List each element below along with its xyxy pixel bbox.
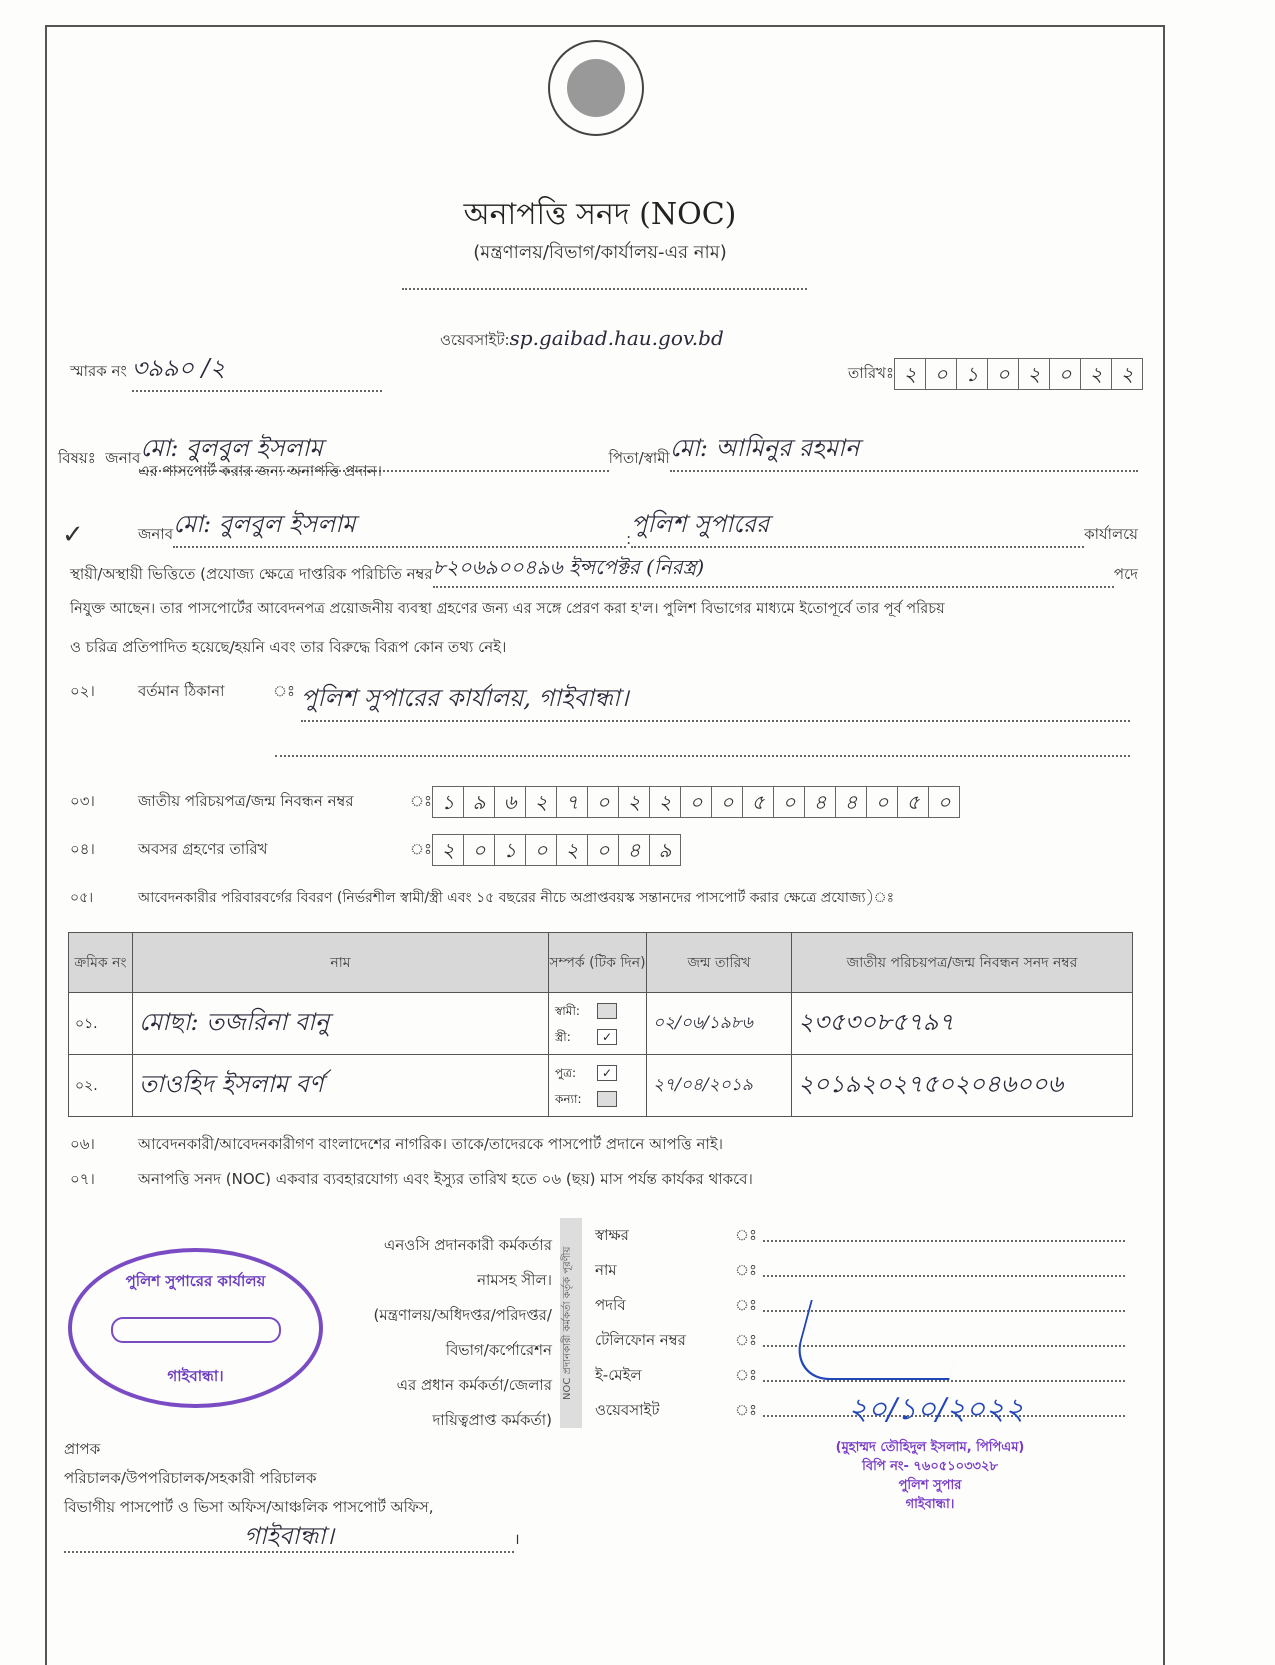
recipient-place-row: গাইবান্ধা। । — [64, 1522, 520, 1554]
col-name: নাম — [133, 933, 549, 993]
field-label: টেলিফোন নম্বর — [595, 1331, 686, 1349]
nid-digit: ২ — [649, 786, 681, 818]
nid-digit: ৭ — [556, 786, 588, 818]
subject-label: বিষয়ঃ — [58, 449, 96, 467]
nid-digit: ৬ — [494, 786, 526, 818]
stamp-top-text: পুলিশ সুপারের কার্যালয় — [125, 1272, 266, 1290]
nid-label: জাতীয় পরিচয়পত্র/জন্ম নিবন্ধন নম্বর — [138, 791, 354, 810]
col-dob: জন্ম তারিখ — [647, 933, 792, 993]
field-label: ই-মেইল — [595, 1366, 642, 1384]
applicant-name: মো: বুলবুল ইসলাম — [140, 430, 608, 472]
relation-label: কন্যা: — [555, 1091, 582, 1106]
id-row — [70, 553, 1138, 588]
serial: ০২. — [69, 1055, 133, 1117]
relation-label: পুত্র: — [555, 1065, 577, 1080]
retirement-digit: ০ — [587, 834, 619, 866]
date-digit: ২ — [894, 358, 926, 390]
item-validity — [70, 1168, 753, 1193]
date-digit: ২ — [1018, 358, 1050, 390]
member-name: মোছা: তজরিনা বানু — [133, 993, 549, 1055]
signature — [789, 1300, 970, 1380]
memo-label: স্মারক নং — [70, 362, 127, 380]
retirement-digit: ৪ — [618, 834, 650, 866]
member-nid: ২৩৫৩০৮৫৭৯৭ — [792, 993, 1133, 1055]
ministry-line — [402, 288, 807, 290]
field-colon: ঃ — [735, 1366, 758, 1384]
officer-desc-line: বিভাগ/কর্পোরেশন — [445, 1341, 552, 1359]
field-line — [763, 1218, 1125, 1242]
nid-digit: ১ — [432, 786, 464, 818]
signatory-line: (মুহাম্মদ তৌহিদুল ইসলাম, পিপিএম) — [835, 1440, 1025, 1455]
validity-text: অনাপত্তি সনদ (NOC) একবার ব্যবহারযোগ্য এবং ইস্যুর তারিখ হতে ০৬ (ছয়) মাস পর্যন্ত কার্যকর থাকবে। — [138, 1170, 753, 1188]
member-nid: ২০১৯২০২৭৫০২০৪৬০০৬ — [792, 1055, 1133, 1117]
officer-desc-line: এনওসি প্রদানকারী কর্মকর্তার — [383, 1236, 552, 1254]
relation-label: স্বামী: — [555, 1003, 580, 1018]
date-boxes — [894, 358, 1142, 390]
family-table — [68, 932, 1133, 1117]
relation-label: স্ত্রী: — [555, 1029, 571, 1044]
government-seal — [548, 40, 644, 136]
officer-description — [330, 1228, 552, 1438]
field-label: পদবি — [595, 1296, 626, 1314]
vertical-label: NOC প্রদানকারী কর্মকর্তা কর্তৃক পূরণীয় — [560, 1218, 582, 1428]
field-line — [763, 1253, 1125, 1277]
item-num: ০৪। — [70, 839, 95, 858]
member-dob: ০২/০৬/১৯৮৬ — [647, 993, 792, 1055]
item-num: ০৬। — [70, 1135, 95, 1153]
paragraph-line1: নিযুক্ত আছেন। তার পাসপোর্টের আবেদনপত্র প্রয়োজনীয় ব্যবস্থা গ্রহণের জন্য এর সঙ্গে প্রেরণ করা হ'ল। পুলিশ বিভাগের মাধ্যমে ইতোপূর্বে তার পূর্ব পরিচয় — [70, 601, 945, 617]
date-row — [848, 358, 1142, 390]
table-row — [69, 993, 1133, 1055]
field-colon: ঃ — [735, 1261, 758, 1279]
address-line-2 — [275, 755, 1130, 757]
id-prefix: স্থায়ী/অস্থায়ী ভিত্তিতে (প্রযোজ্য ক্ষেত্রে দাপ্তরিক পরিচিতি নম্বর — [70, 565, 433, 583]
item-family — [70, 886, 894, 910]
field-colon: ঃ — [735, 1401, 758, 1419]
memo-value: ৩৯৯০ /২ — [132, 350, 382, 392]
col-serial: ক্রমিক নং — [69, 933, 133, 993]
office-suffix: কার্যালয়ে — [1084, 525, 1139, 543]
relation-cell — [549, 993, 647, 1055]
field-colon: ঃ — [735, 1226, 758, 1244]
nid-digit: ৫ — [897, 786, 929, 818]
field-label: স্বাক্ষর — [595, 1226, 629, 1244]
nid-digit: ৪ — [804, 786, 836, 818]
table-row — [69, 1055, 1133, 1117]
subtitle: (মন্ত্রণালয়/বিভাগ/কার্যালয়-এর নাম) — [473, 242, 727, 263]
date-label: তারিখঃ — [848, 363, 894, 382]
page-title: অনাপত্তি সনদ (NOC) — [463, 197, 737, 232]
recipient-line1: পরিচালক/উপপরিচালক/সহকারী পরিচালক — [64, 1469, 317, 1487]
nid-digit: ২ — [618, 786, 650, 818]
serial: ০১. — [69, 993, 133, 1055]
officer-desc-line: দায়িত্বপ্রাপ্ত কর্মকর্তা) — [432, 1411, 552, 1429]
officer-field — [595, 1218, 1125, 1253]
signatory-stamp — [800, 1438, 1060, 1514]
signatory-line: গাইবান্ধা। — [905, 1497, 955, 1512]
retirement-digit: ২ — [556, 834, 588, 866]
date-digit: ০ — [925, 358, 957, 390]
item-address: ০২। বর্তমান ঠিকানা ঃ পুলিশ সুপারের কার্যালয়, গাইবান্ধা। — [70, 680, 1130, 722]
address-label: বর্তমান ঠিকানা — [138, 682, 225, 700]
citizen-text: আবেদনকারী/আবেদনকারীগণ বাংলাদেশের নাগরিক। তাকে/তাদেরকে পাসপোর্ট প্রদানে আপত্তি নাই। — [138, 1135, 724, 1153]
date-digit: ১ — [956, 358, 988, 390]
memo-row — [70, 350, 400, 392]
retirement-digit: ২ — [432, 834, 464, 866]
nid-digit: ৫ — [742, 786, 774, 818]
item-num: ০৩। — [70, 791, 95, 810]
paragraph-line2: ও চরিত্র প্রতিপাদিত হয়েছে/হয়নি এবং তার বিরুদ্ধে বিরূপ কোন তথ্য নেই। — [70, 638, 507, 656]
signatory-line: পুলিশ সুপার — [898, 1478, 962, 1493]
date-digit: ০ — [987, 358, 1019, 390]
subject-line2: এর পাসপোর্ট করার জন্য অনাপত্তি প্রদান। — [138, 462, 382, 480]
item-num: ০৭। — [70, 1170, 95, 1188]
relation-cell — [549, 1055, 647, 1117]
member-dob: ২৭/০৪/২০১৯ — [647, 1055, 792, 1117]
field-colon: ঃ — [735, 1331, 758, 1349]
nid-digit: ০ — [866, 786, 898, 818]
retirement-digit: ৯ — [649, 834, 681, 866]
recipient-line2: বিভাগীয় পাসপোর্ট ও ভিসা অফিস/আঞ্চলিক পাসপোর্ট অফিস, — [64, 1498, 434, 1516]
office-stamp — [68, 1248, 323, 1408]
stamp-center-band — [111, 1317, 281, 1343]
retirement-digit: ১ — [494, 834, 526, 866]
office-name: পুলিশ সুপারের — [631, 506, 1084, 548]
date-digit: ২ — [1111, 358, 1143, 390]
item-nid: ০৩। জাতীয় পরিচয়পত্র/জন্ম নিবন্ধন নম্বর ঃ ১ ৯ ৬ ২ ৭ ০ ২ ২ ০ ০ ৫ ০ ৪ ৪ ০ ৫ ০ — [70, 786, 959, 818]
member-name: তাওহিদ ইসলাম বর্ণ — [133, 1055, 549, 1117]
nid-digit: ০ — [587, 786, 619, 818]
checkbox[interactable]: ✓ — [597, 1065, 617, 1081]
retirement-label: অবসর গ্রহণের তারিখ — [138, 839, 268, 858]
post-suffix: পদে — [1113, 565, 1138, 583]
retirement-boxes — [432, 834, 680, 866]
checkbox[interactable] — [597, 1003, 617, 1019]
recipient-block — [64, 1435, 520, 1554]
nid-digit: ৪ — [835, 786, 867, 818]
nid-digit: ২ — [525, 786, 557, 818]
nid-digit: ০ — [928, 786, 960, 818]
item-num: ০২। — [70, 682, 95, 700]
nid-digit: ০ — [711, 786, 743, 818]
website-label: ওয়েবসাইট: — [440, 331, 510, 349]
retirement-digit: ০ — [463, 834, 495, 866]
checkmark-icon: ✓ — [62, 520, 84, 550]
signatory-line: বিপি নং- ৭৬০৫১০৩৩২৮ — [862, 1459, 998, 1474]
field-label: নাম — [595, 1261, 617, 1279]
field-label: ওয়েবসাইট — [595, 1401, 660, 1419]
col-nid: জাতীয় পরিচয়পত্র/জন্ম নিবন্ধন সনদ নম্বর — [792, 933, 1133, 993]
father-name: মো: আমিনুর রহমান — [670, 430, 1138, 472]
family-label: আবেদনকারীর পরিবারবর্গের বিবরণ (নির্ভরশীল স্বামী/স্ত্রী এবং ১৫ বছরের নীচে অপ্রাপ্তবয়স্ক সন্তানদের পাসপোর্ট করার ক্ষেত্রে প্রযোজ্য)ঃ — [138, 890, 895, 906]
checkbox[interactable] — [597, 1091, 617, 1107]
item-retirement: ০৪। অবসর গ্রহণের তারিখ ঃ ২ ০ ১ ০ ২ ০ ৪ ৯ — [70, 834, 680, 866]
address-value: পুলিশ সুপারের কার্যালয়, গাইবান্ধা। — [301, 680, 1130, 722]
janab-label-2: জনাব — [138, 525, 174, 543]
date-digit: ০ — [1049, 358, 1081, 390]
officer-desc-line: এর প্রধান কর্মকর্তা/জেলার — [396, 1376, 552, 1394]
nid-digit: ০ — [680, 786, 712, 818]
item-num: ০৫। — [70, 890, 94, 906]
recipient-place: গাইবান্ধা। — [64, 1522, 514, 1553]
field-colon: ঃ — [735, 1296, 758, 1314]
item-citizen — [70, 1133, 723, 1158]
father-label: পিতা/স্বামী — [608, 449, 670, 467]
janab-label: জনাব — [105, 449, 141, 467]
website-value: sp.gaibad.hau.gov.bd — [509, 326, 724, 350]
officer-field — [595, 1253, 1125, 1288]
officer-desc-line: নামসহ সীল। — [477, 1271, 552, 1289]
employment-row: জনাব মো: বুলবুল ইসলাম : পুলিশ সুপারের কার্যালয়ে — [138, 506, 1138, 548]
nid-boxes — [432, 786, 959, 818]
date-digit: ২ — [1080, 358, 1112, 390]
recipient-label: প্রাপক — [64, 1440, 101, 1458]
col-relation: সম্পর্ক (টিক দিন) — [549, 933, 647, 993]
stamp-bottom-text: গাইবান্ধা। — [167, 1367, 224, 1385]
checkbox[interactable]: ✓ — [597, 1029, 617, 1045]
emblem-icon — [567, 59, 625, 117]
employee-name: মো: বুলবুল ইসলাম — [173, 506, 626, 548]
website-row — [440, 326, 724, 354]
officer-desc-line: (মন্ত্রণালয়/অধিদপ্তর/পরিদপ্তর/ — [373, 1306, 552, 1324]
retirement-digit: ০ — [525, 834, 557, 866]
id-and-post: ৮২০৬৯০০৪৯৬ ইন্সপেক্টর (নিরস্ত্র) — [433, 553, 1114, 588]
nid-digit: ৯ — [463, 786, 495, 818]
signed-date: ২০/১০/২০২২ — [848, 1392, 1025, 1427]
nid-digit: ০ — [773, 786, 805, 818]
